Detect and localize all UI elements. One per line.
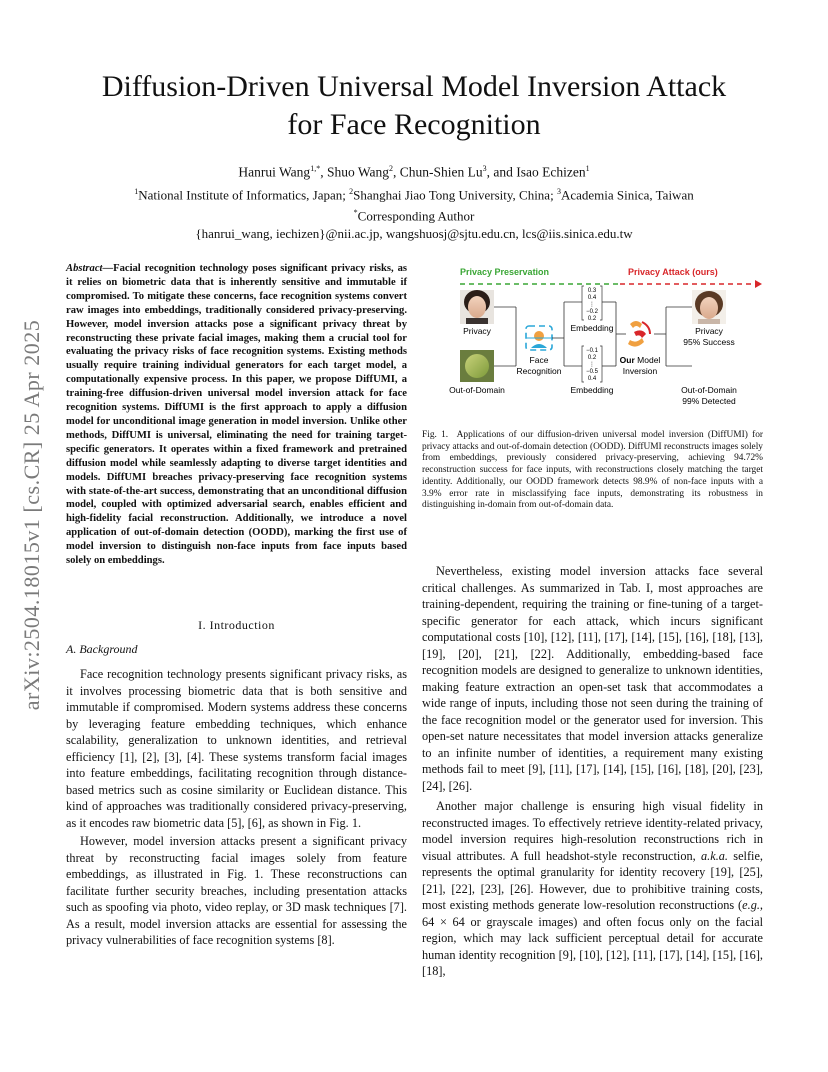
- affil-1-sup: 1: [134, 186, 139, 196]
- red-arrow-head: [755, 280, 762, 288]
- author-3: , Chun-Shien Lu: [392, 164, 483, 180]
- affil-3: Academia Sinica, Taiwan: [560, 186, 694, 202]
- author-4-sup: 1: [585, 164, 590, 173]
- title-line-1: Diffusion-Driven Universal Model Inversion Attack: [101, 70, 727, 103]
- label-face: Face: [529, 355, 549, 365]
- model-inversion-icon: [628, 321, 650, 347]
- label-model: Model: [634, 355, 661, 365]
- privacy-attack-label: Privacy Attack (ours): [628, 267, 718, 277]
- affil-2-sup: 2: [349, 186, 354, 196]
- embed-top-v1: 0.4: [587, 295, 597, 301]
- p2-part-c: 64 × 64 or grayscale images) and often focus only on the facial region, which may lack sufficient perceptual detail for accurate human identity recognition [9], [10], [12], [11], [17], [14], [15], [16], [18],: [422, 914, 763, 978]
- embed-bottom-v3: −0.5: [586, 369, 598, 375]
- embed-bottom-v4: 0.4: [587, 376, 597, 382]
- result-privacy-label: Privacy: [695, 326, 723, 336]
- affiliations: [60, 183, 768, 204]
- result-ood-rate: 99% Detected: [682, 396, 736, 406]
- caption-text: Applications of our diffusion-driven universal model inversion (DiffUMI) for privacy attacks and out-of-domain detection (OODD). DiffUMI reconstructs images solely from embeddings, previously considered privacy-preserving, achieving 94.72% reconstruction success for face inputs, with reconstructions closely matching the target identity. Additionally, our OODD framework detects 98.9% of non-face inputs with a 3.9% error rate in misclassifying face inputs, demonstrating its robustness in distinguishing in-domain from out-of-domain data.: [422, 430, 764, 511]
- label-embedding-bottom: Embedding: [570, 385, 614, 395]
- intro-paragraph-2: However, model inversion attacks present a significant privacy threat by reconstructing facial images solely from feature embeddings, as illustrated in Fig. 1. These reconstructions can facilitate further security breaches, including presentation attacks such as spoofing via photo, video replay, or 3D mask techniques [7]. As a result, model inversion attacks are essential for assessing the privacy vulnerabilities of face recognition systems [8].: [66, 834, 407, 947]
- corresponding-label: Corresponding Author: [357, 208, 475, 224]
- embed-top-v0: 0.3: [587, 288, 597, 294]
- label-our: Our: [619, 355, 635, 365]
- author-block: [60, 160, 768, 243]
- face-skin: [468, 296, 486, 318]
- author-names: [60, 160, 768, 182]
- author-1-sup: 1,*: [310, 164, 321, 173]
- embed-bottom-v2: ⋮: [589, 362, 595, 368]
- embed-bottom-v1: 0.2: [587, 355, 597, 361]
- author-2: , Shuo Wang: [320, 164, 389, 180]
- embed-bottom-v0: −0.1: [586, 348, 598, 354]
- intro-paragraph-1: Face recognition technology presents significant privacy risks, as it involves processing biometric data that is both sensitive and immutable if compromised. Modern systems address these concerns by leveraging feature embedding techniques, which enhance scalability, generalization to unknown identities, and retrieval efficiency [1], [2], [3], [4]. These systems transform facial images into feature embeddings, facilitating recognition through distance-based metrics such as cosine similarity or Euclidean distance. This kind of approaches was traditionally considered privacy-preserving, as it encodes raw biometric data [5], [6], as shown in Fig. 1.: [66, 667, 407, 830]
- embed-bottom-bracket-right: [600, 346, 602, 382]
- paper-title: [40, 68, 788, 144]
- face-shoulders: [466, 318, 488, 324]
- embed-top-v2: ⋮: [589, 302, 595, 308]
- author-4: , and Isao Echizen: [486, 164, 586, 180]
- embed-top-v4: 0.2: [587, 316, 597, 322]
- result-privacy-rate: 95% Success: [683, 337, 735, 347]
- figure-1-diagram: [430, 262, 765, 412]
- privacy-preservation-label: Privacy Preservation: [460, 267, 550, 277]
- right-paragraph-1: Nevertheless, existing model inversion attacks face several critical challenges. As summarized in Tab. I, most approaches are training-dependent, requiring the training or fine-tuning of a target-specific generator for each attack, which incurs significant computational costs [10], [12], [11], [17], [14], [15], [16], [18], [13], [19], [20], [21], [22]. Additionally, embedding-based face recognition models are designed to generalize to unknown identities, making feature extraction an open-set task that accommodates a wide range of inputs, including those not seen during the training of the face recognition model or the generator used for inversion. This open-set nature necessitates that model inversion attacks generalize to an infinite number of identities, a requirement many existing methods fail to meet [9], [11], [17], [14], [15], [16], [18], [20], [23], [24], [26].: [422, 564, 763, 793]
- right-paragraph-2: [422, 798, 763, 980]
- abstract: [66, 262, 407, 568]
- face-recognition-body: [531, 344, 547, 348]
- label-out-of-domain: Out-of-Domain: [449, 385, 505, 395]
- label-embedding-top: Embedding: [570, 323, 614, 333]
- author-1: Hanrui Wang: [238, 164, 311, 180]
- p2-part-a: Another major challenge is ensuring high visual fidelity in reconstructed images. To effectively retrieve identity-related privacy, model inversion requires high-resolution reconstructions rich in visual attributes. A full headshot-style reconstruction,: [422, 799, 763, 863]
- emails: {hanrui_wang, iechizen}@nii.ac.jp, wangshuosj@sjtu.edu.cn, lcs@iis.sinica.edu.tw: [195, 226, 633, 242]
- ood-fruit: [465, 354, 489, 378]
- affil-3-sup: 3: [556, 186, 561, 196]
- subsection-heading-background: A. Background: [66, 642, 138, 656]
- label-privacy: Privacy: [463, 326, 491, 336]
- abstract-text: —Facial recognition technology poses significant privacy risks, as it relies on biometric data that is inherently sensitive and immutable if compromised. To mitigate these concerns, face recognition systems convert raw images into embeddings, traditionally considered privacy-preserving. However, model inversion attacks pose a significant privacy threat by reconstructing these private facial images, making them a crucial tool for evaluating the privacy risks of face recognition systems. Existing methods usually require training individual generators for each target model, a computationally expensive process. In this paper, we propose DiffUMI, a training-free diffusion-driven universal model inversion attack for face recognition systems. DiffUMI is the first approach to apply a diffusion model for unconditional image generation in model inversion. Unlike other methods, DiffUMI is universal, eliminating the need for training target-specific generators. It operates within a fixed framework and pretrained diffusion model while seamlessly adapting to diverse target identities and models. DiffUMI breaches privacy-preserving face recognition systems with state-of-the-art success, demonstrating that an unconditional diffusion model, coupled with optimized adversarial search, enables efficient and high-fidelity facial reconstruction. Additionally, we introduce a novel application of out-of-domain detection (OODD), marking the first use of model inversion to distinguish non-face inputs from face inputs based solely on embeddings.: [66, 263, 407, 567]
- embed-top-bracket-right: [600, 286, 602, 320]
- label-our-model: [620, 355, 661, 365]
- embed-bottom-bracket-left: [582, 346, 584, 382]
- p2-part-b: selfie, represents the optimal granularity for identity recovery [19], [25], [21], [22], [23], [26]. However, due to prohibitive training costs, most existing methods generate low-resolution reconstructions (: [422, 848, 763, 912]
- arxiv-identifier: arXiv:2504.18015v1 [cs.CR] 25 Apr 2025: [19, 319, 44, 711]
- affil-1: National Institute of Informatics, Japan;: [138, 186, 350, 202]
- author-3-sup: 3: [482, 164, 487, 173]
- figure-1: [430, 262, 765, 412]
- reconstructed-skin: [700, 297, 718, 319]
- affil-2: Shanghai Jiao Tong University, China;: [353, 186, 557, 202]
- left-column-body: [66, 666, 407, 949]
- figure-1-caption: [422, 430, 763, 512]
- arxiv-sidebar: [12, 250, 52, 780]
- title-line-2: for Face Recognition: [287, 108, 541, 141]
- right-column-body: [422, 563, 763, 980]
- section-heading-introduction: I. Introduction: [198, 618, 275, 632]
- face-recognition-head: [534, 331, 544, 341]
- caption-label: Fig. 1.: [422, 430, 449, 440]
- corresponding-sup: *: [353, 207, 358, 217]
- label-recognition: Recognition: [516, 366, 562, 376]
- reconstructed-shoulders: [698, 319, 720, 324]
- abstract-label: Abstract: [66, 263, 103, 274]
- author-2-sup: 2: [388, 164, 393, 173]
- corresponding-author: [60, 204, 768, 225]
- label-inversion: Inversion: [622, 366, 658, 376]
- p2-aka: a.k.a.: [701, 848, 728, 863]
- embed-top-v3: −0.2: [586, 309, 598, 315]
- embed-top-bracket-left: [582, 286, 584, 320]
- result-ood-label: Out-of-Domain: [681, 385, 737, 395]
- p2-eg: e.g.,: [742, 898, 763, 912]
